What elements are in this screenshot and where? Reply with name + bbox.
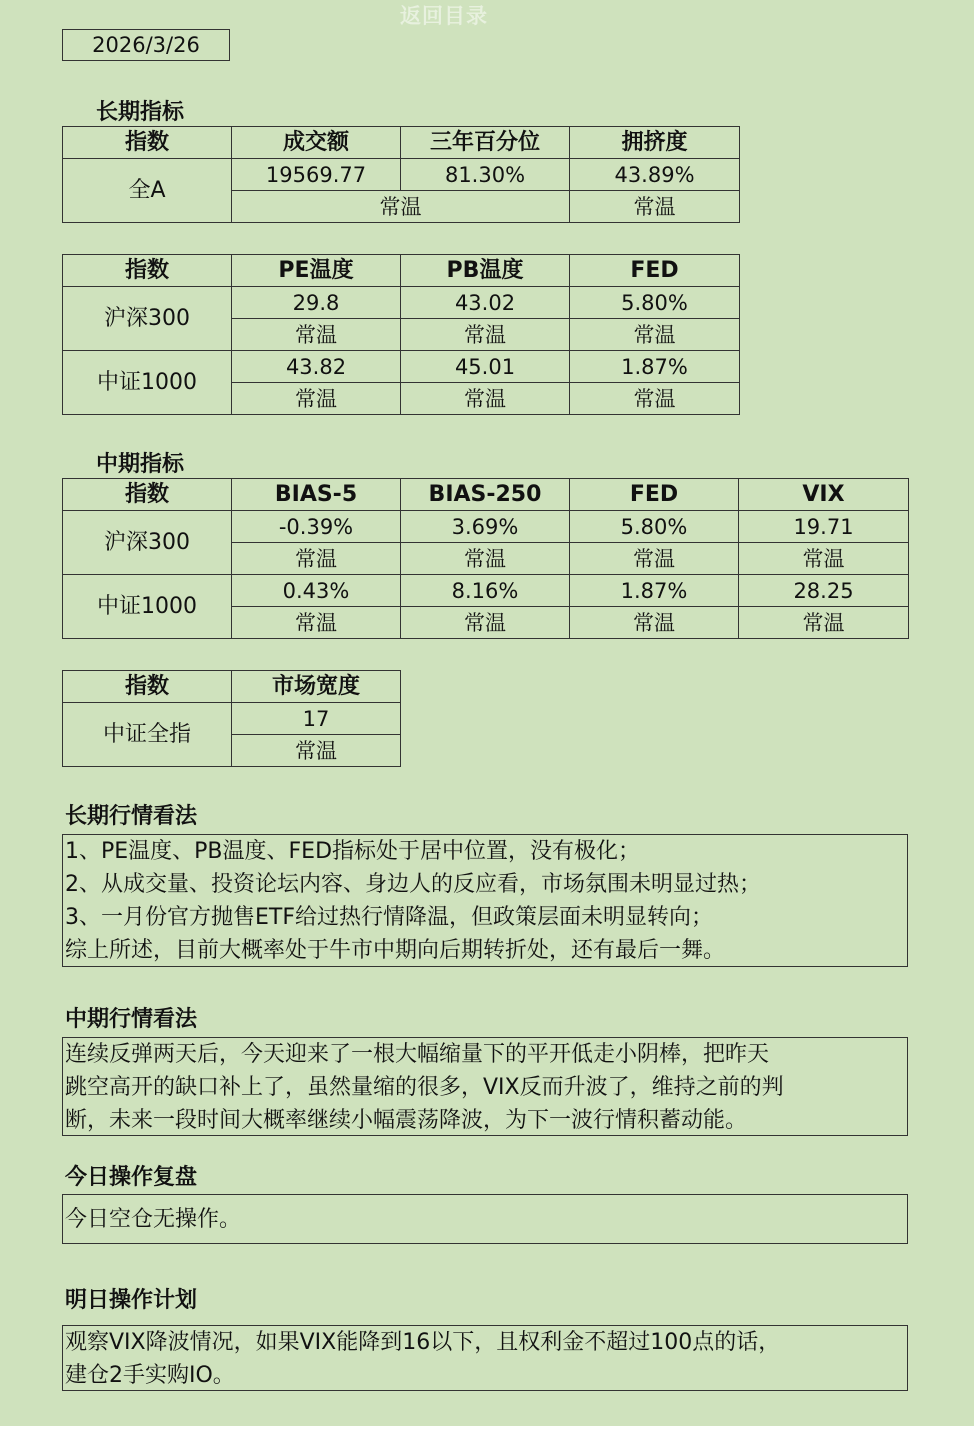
- text-line: 1、PE温度、PB温度、FED指标处于居中位置，没有极化；: [65, 839, 641, 864]
- header-percentile: 三年百分位: [401, 127, 570, 159]
- index-name: 中证全指: [63, 703, 232, 767]
- volume-value: 19569.77: [232, 159, 401, 191]
- status-cell: 常温: [570, 543, 739, 575]
- header-pe-temperature: PE温度: [232, 255, 401, 287]
- text-line: 今日空仓无操作。: [65, 1207, 242, 1232]
- status-cell: 常温: [232, 607, 401, 639]
- status-cell: 常温: [232, 735, 401, 767]
- today-review-text: [62, 1194, 908, 1244]
- status-cell: 常温: [401, 607, 570, 639]
- status-cell: 常温: [401, 543, 570, 575]
- fed-value: 1.87%: [570, 351, 740, 383]
- report-date: 2026/3/26: [62, 29, 230, 61]
- status-cell: 常温: [570, 319, 740, 351]
- index-name: 全A: [63, 159, 232, 223]
- status-cell: 常温: [739, 543, 909, 575]
- header-index: 指数: [63, 671, 232, 703]
- header-bias250: BIAS-250: [401, 479, 570, 511]
- percentile-value: 81.30%: [401, 159, 570, 191]
- header-vix: VIX: [739, 479, 909, 511]
- breadth-value: 17: [232, 703, 401, 735]
- index-name: 中证1000: [63, 575, 232, 639]
- header-volume: 成交额: [232, 127, 401, 159]
- status-cell: 常温: [570, 191, 740, 223]
- text-line: 断，未来一段时间大概率继续小幅震荡降波，为下一波行情积蓄动能。: [65, 1108, 748, 1133]
- long-term-view-text: [62, 834, 908, 967]
- status-cell: 常温: [232, 543, 401, 575]
- pb-value: 45.01: [401, 351, 570, 383]
- bias5-value: 0.43%: [232, 575, 401, 607]
- mid-term-view-text: [62, 1037, 908, 1136]
- header-index: 指数: [63, 127, 232, 159]
- pb-value: 43.02: [401, 287, 570, 319]
- mid-term-view-title: 中期行情看法: [65, 1007, 198, 1032]
- tomorrow-plan-title: 明日操作计划: [65, 1288, 198, 1313]
- text-line: 综上所述，目前大概率处于牛市中期向后期转折处，还有最后一舞。: [65, 938, 726, 963]
- back-to-index-link[interactable]: 返回目录: [400, 4, 488, 28]
- status-cell: 常温: [401, 319, 570, 351]
- status-cell: 常温: [570, 383, 740, 415]
- today-review-title: 今日操作复盘: [65, 1165, 198, 1190]
- bias250-value: 8.16%: [401, 575, 570, 607]
- pe-value: 29.8: [232, 287, 401, 319]
- header-fed: FED: [570, 479, 739, 511]
- pe-value: 43.82: [232, 351, 401, 383]
- text-line: 建仓2手实购IO。: [65, 1363, 235, 1388]
- crowding-value: 43.89%: [570, 159, 740, 191]
- fed-value: 1.87%: [570, 575, 739, 607]
- vix-value: 28.25: [739, 575, 909, 607]
- text-line: 2、从成交量、投资论坛内容、身边人的反应看，市场氛围未明显过热；: [65, 872, 761, 897]
- text-line: 3、一月份官方抛售ETF给过热行情降温，但政策层面未明显转向；: [65, 905, 713, 930]
- index-name: 中证1000: [63, 351, 232, 415]
- index-name: 沪深300: [63, 287, 232, 351]
- status-cell: 常温: [232, 191, 570, 223]
- fed-value: 5.80%: [570, 511, 739, 543]
- text-line: 连续反弹两天后，今天迎来了一根大幅缩量下的平开低走小阴棒，把昨天: [65, 1042, 770, 1067]
- header-pb-temperature: PB温度: [401, 255, 570, 287]
- text-line: 观察VIX降波情况，如果VIX能降到16以下，且权利金不超过100点的话，: [65, 1330, 781, 1355]
- long-term-view-title: 长期行情看法: [65, 804, 198, 829]
- bias5-value: -0.39%: [232, 511, 401, 543]
- header-index: 指数: [63, 255, 232, 287]
- index-name: 沪深300: [63, 511, 232, 575]
- status-cell: 常温: [401, 383, 570, 415]
- long-term-indicators-title: 长期指标: [96, 100, 185, 125]
- header-crowding: 拥挤度: [570, 127, 740, 159]
- status-cell: 常温: [232, 319, 401, 351]
- bias250-value: 3.69%: [401, 511, 570, 543]
- status-cell: 常温: [739, 607, 909, 639]
- fed-value: 5.80%: [570, 287, 740, 319]
- vix-value: 19.71: [739, 511, 909, 543]
- status-cell: 常温: [232, 383, 401, 415]
- market-overview-table: [62, 126, 740, 223]
- bias-vix-table: [62, 478, 909, 639]
- status-cell: 常温: [570, 607, 739, 639]
- header-fed: FED: [570, 255, 740, 287]
- mid-term-indicators-title: 中期指标: [96, 452, 185, 477]
- header-bias5: BIAS-5: [232, 479, 401, 511]
- header-index: 指数: [63, 479, 232, 511]
- valuation-table: [62, 254, 740, 415]
- text-line: 跳空高开的缺口补上了，虽然量缩的很多，VIX反而升波了，维持之前的判: [65, 1075, 784, 1100]
- market-breadth-table: [62, 670, 401, 767]
- header-market-breadth: 市场宽度: [232, 671, 401, 703]
- tomorrow-plan-text: [62, 1325, 908, 1391]
